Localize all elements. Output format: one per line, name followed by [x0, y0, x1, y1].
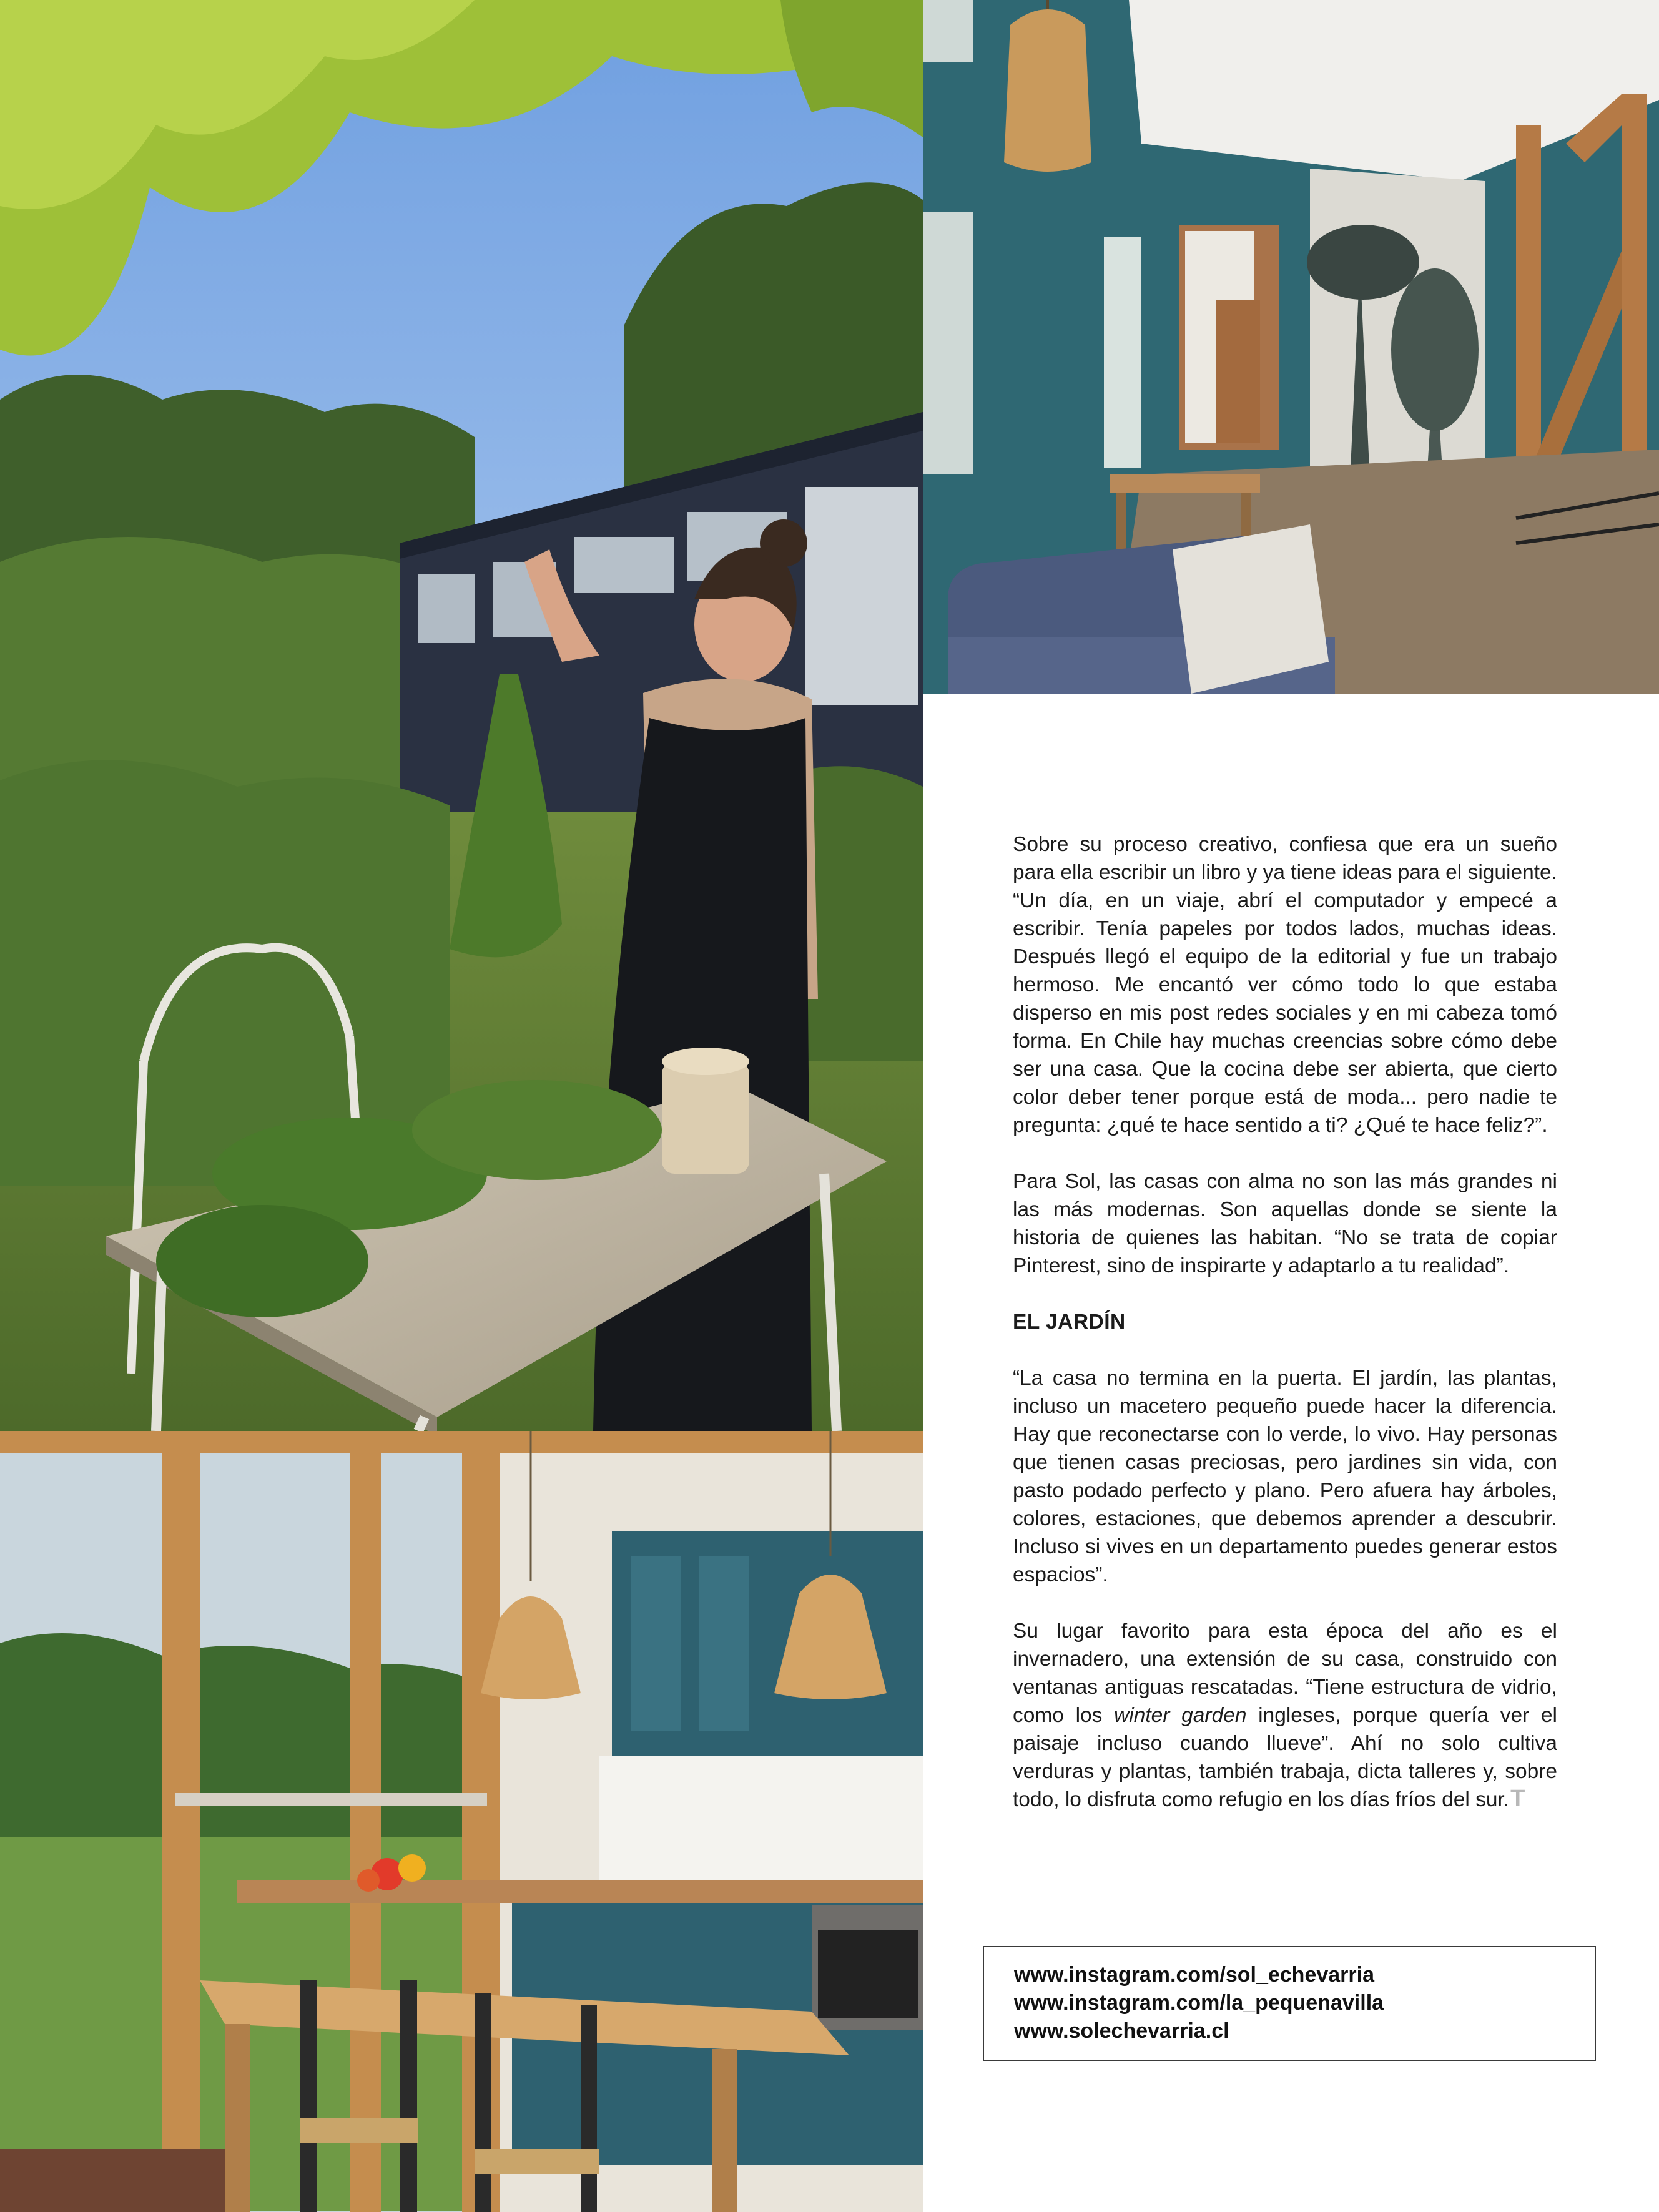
paragraph-creative-process: Sobre su proceso creativo, confiesa que era un sueño para ella escribir un libro y ya tiene ideas para el siguiente. “Un día, en un viaje, abrí el computador y empecé a escribir. Tenía papeles por todos lados, muchas ideas. Después llegó el equipo de la editorial y fue un trabajo hermoso. Me encantó ver cómo todo lo que estaba disperso en mis post redes sociales y en mi cabeza tomó forma. En Chile hay muchas creencias sobre cómo debe ser una casa. Que la cocina debe ser abierta, que cierto color deber tener porque está de moda... pero nadie te pregunta: ¿qué te hace sentido a ti? ¿Qué te hace feliz?”.: [1013, 833, 1557, 1137]
kitchen-photo: [0, 1431, 923, 2212]
paragraph-garden-quote: “La casa no termina en la puerta. El jardín, las plantas, incluso un macetero pequeño puede hacer la diferencia. Hay que reconectarse con lo verde, lo vivo. Hay personas que tienen casas preciosas, pero jardines sin vida, con pasto podado perfecto y plano. Pero afuera hay árboles, colores, estaciones, que debemos aprender a descubrir. Incluso si vives en un departamento puedes generar estos espacios”.: [1013, 1367, 1557, 1586]
website-link-solechevarria[interactable]: www.solechevarria.cl: [1014, 2019, 1229, 2043]
living-room-photo-art: [923, 0, 1659, 694]
greenhouse-text-italic: winter garden: [1114, 1704, 1247, 1727]
article-body: [1013, 830, 1557, 1842]
greenhouse-text-a: Su lugar favorito para esta época del año es el invernadero, una extensión de su casa, construido con ventanas antiguas rescatadas. “Tiene estructura de vidrio, como los: [1013, 1620, 1557, 1727]
paragraph-greenhouse: [1013, 1617, 1557, 1814]
instagram-link-la-pequenavilla[interactable]: www.instagram.com/la_pequenavilla: [1014, 1991, 1384, 2015]
kitchen-photo-art: [0, 1431, 923, 2212]
instagram-link-sol-echevarria[interactable]: www.instagram.com/sol_echevarria: [1014, 1963, 1374, 1987]
links-box: [983, 1946, 1596, 2061]
section-heading-garden: EL JARDÍN: [1013, 1310, 1126, 1334]
garden-photo: [0, 0, 923, 1431]
end-of-article-mark: T: [1510, 1786, 1525, 1812]
paragraph-houses-with-soul: Para Sol, las casas con alma no son las más grandes ni las más modernas. Son aquellas donde se siente la historia de quienes las habitan. “No se trata de copiar Pinterest, sino de inspirarte y adaptarlo a tu realidad”.: [1013, 1170, 1557, 1277]
garden-photo-art: [0, 0, 923, 1431]
greenhouse-text-b: ingleses, porque quería ver el paisaje incluso cuando llueve”. Ahí no solo cultiva verduras y plantas, también trabaja, dicta talleres y, sobre todo, lo disfruta como refugio en los días fríos del sur.: [1013, 1704, 1557, 1811]
living-room-photo: [923, 0, 1659, 694]
